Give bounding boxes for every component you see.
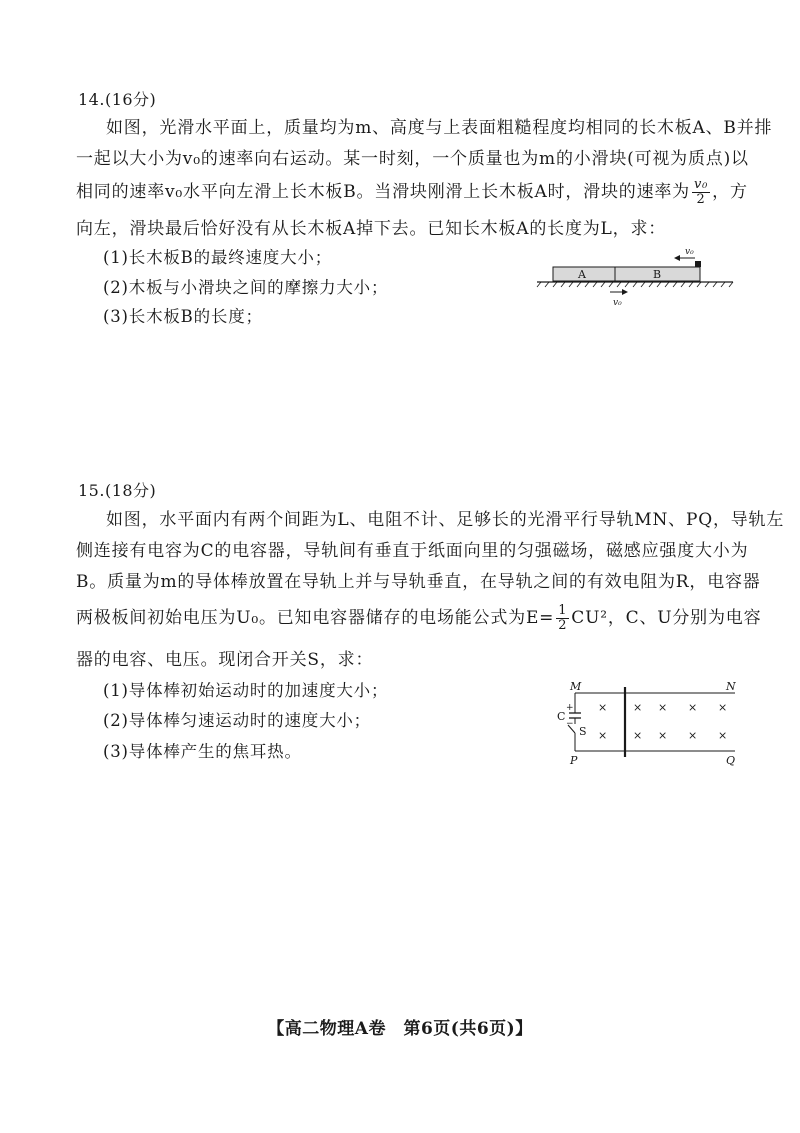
q14-heading: 14.(16分) <box>78 90 157 109</box>
q14-line-1: 如图，光滑水平面上，质量均为m、高度与上表面粗糙程度均相同的长木板A、B并排 <box>106 118 773 138</box>
svg-text:×: × <box>688 729 698 742</box>
q14-figure-boards <box>535 245 735 320</box>
label-n: N <box>726 680 736 693</box>
label-c: C <box>557 710 566 723</box>
v-top-label: v₀ <box>685 247 694 257</box>
label-m: M <box>570 680 582 693</box>
svg-text:×: × <box>598 729 608 742</box>
q14-item-3: (3)长木板B的长度； <box>103 307 263 326</box>
ground-hatch <box>537 282 733 287</box>
label-q: Q <box>726 754 736 767</box>
q15-item-1: (1)导体棒初始运动时的加速度大小； <box>103 681 389 700</box>
q15-figure-rails <box>555 678 745 770</box>
svg-text:×: × <box>598 701 608 714</box>
v-bottom-label: v₀ <box>613 298 622 308</box>
q14-line-4: 向左，滑块最后恰好没有从长木板A掉下去。已知长木板A的长度为L，求： <box>76 219 667 239</box>
svg-text:×: × <box>658 701 668 714</box>
svg-text:×: × <box>688 701 698 714</box>
minus-sign: − <box>566 719 574 729</box>
q15-line-4: 两极板间初始电压为U₀。已知电容器储存的电场能公式为E= $\frac{1}{2}$ CU²，C、U分别为电容 <box>76 603 762 633</box>
q15-item-3: (3)导体棒产生的焦耳热。 <box>103 742 302 761</box>
svg-text:×: × <box>718 729 728 742</box>
q15-item-2: (2)导体棒匀速运动时的速度大小； <box>103 711 371 730</box>
label-a: A <box>578 268 586 281</box>
svg-text:×: × <box>633 729 643 742</box>
plus-sign: + <box>566 703 574 713</box>
q14-item-1: (1)长木板B的最终速度大小； <box>103 248 332 267</box>
q14-item-2: (2)木板与小滑块之间的摩擦力大小； <box>103 278 389 297</box>
q15-line-2: 侧连接有电容为C的电容器，导轨间有垂直于纸面向里的匀强磁场，磁感应强度大小为 <box>76 541 749 561</box>
q15-heading: 15.(18分) <box>78 481 157 500</box>
q14-line-3: 相同的速率v₀水平向左滑上长木板B。当滑块刚滑上长木板A时，滑块的速率为 $\frac{\text{v₀}}{2}$ ，方 <box>76 177 748 207</box>
q15-line-3: B。质量为m的导体棒放置在导轨上并与导轨垂直，在导轨之间的有效电阻为R，电容器 <box>76 572 761 592</box>
magnetic-field-marks <box>598 701 727 742</box>
svg-text:×: × <box>658 729 668 742</box>
q14-line-2: 一起以大小为v₀的速率向右运动。某一时刻，一个质量也为m的小滑块(可视为质点)以 <box>76 149 749 169</box>
label-p: P <box>570 754 578 767</box>
q15-line-1: 如图，水平面内有两个间距为L、电阻不计、足够长的光滑平行导轨MN、PQ，导轨左 <box>106 510 785 530</box>
svg-text:×: × <box>633 701 643 714</box>
label-b: B <box>653 268 662 281</box>
q14-fraction: $\frac{\text{v₀}}{2}$ <box>694 177 709 207</box>
svg-text:×: × <box>718 701 728 714</box>
q15-fraction: $\frac{1}{2}$ <box>558 603 568 633</box>
label-s: S <box>579 725 587 738</box>
page-footer: 【高二物理A卷 第6页(共6页)】 <box>267 1019 533 1039</box>
slider-block <box>695 261 701 267</box>
q15-line-5: 器的电容、电压。现闭合开关S，求： <box>76 650 374 670</box>
